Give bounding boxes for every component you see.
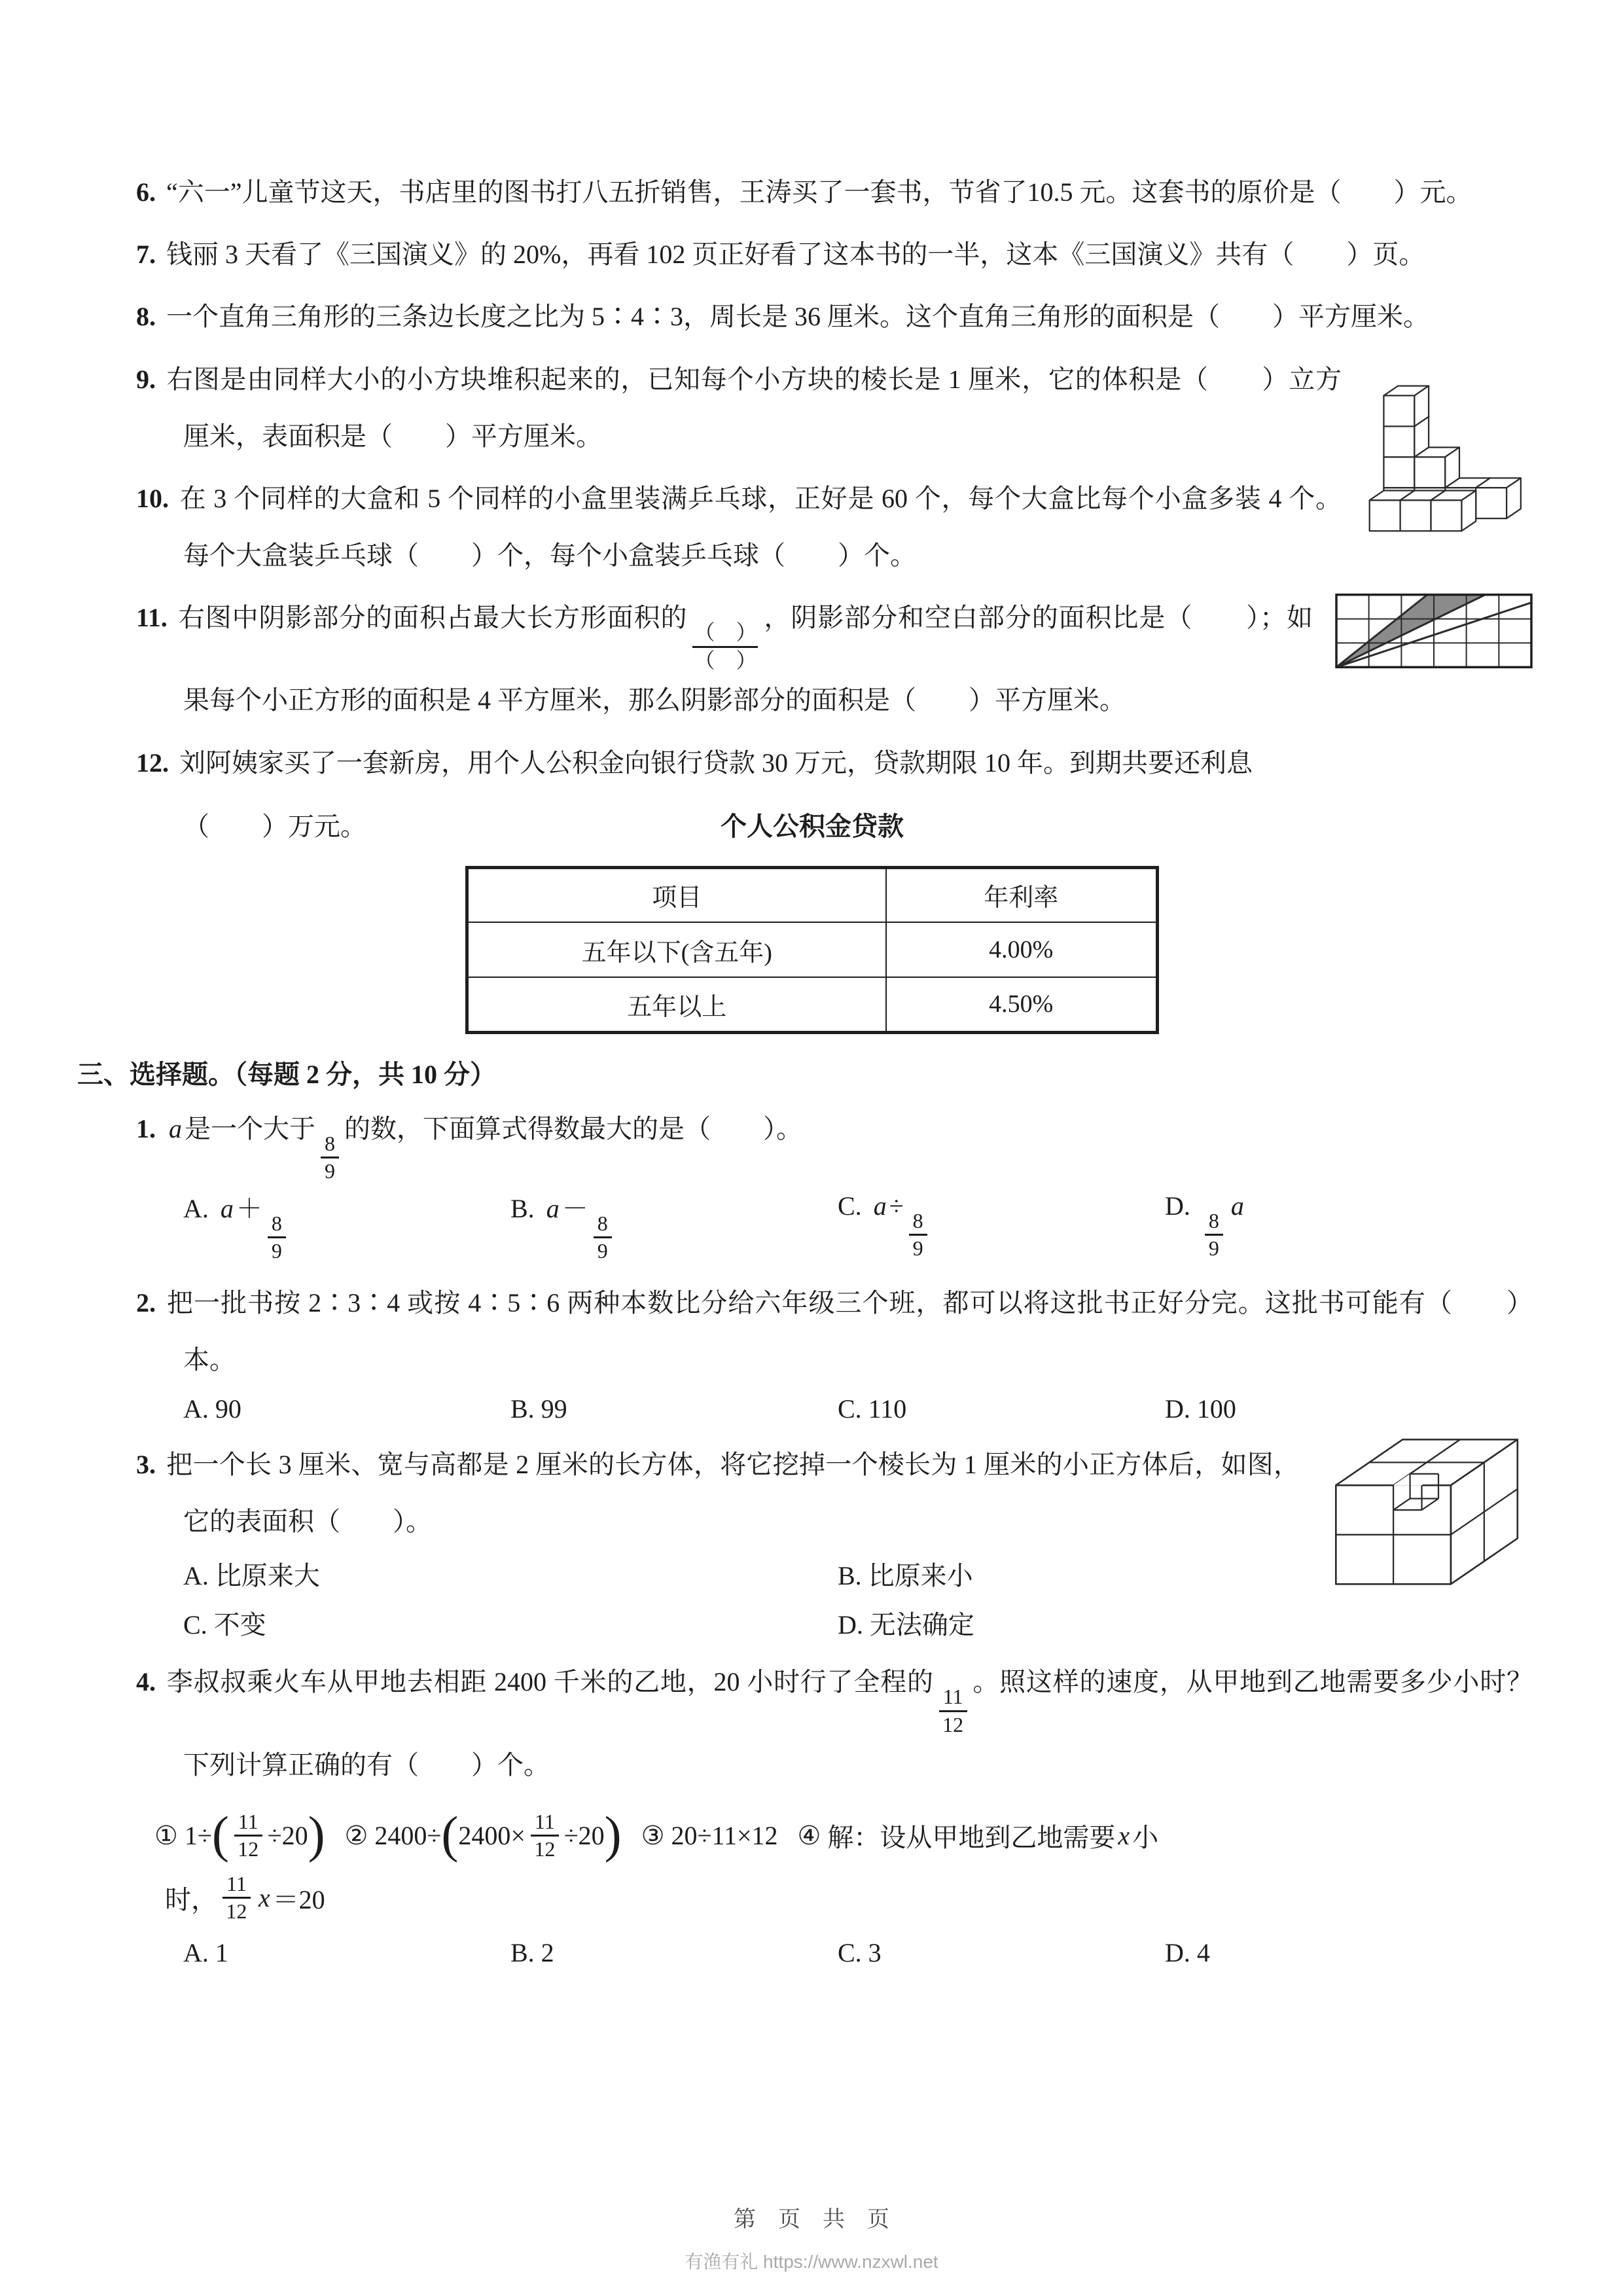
option-d: D. 无法确定 — [838, 1610, 974, 1640]
cube-stack-figure — [1364, 340, 1529, 537]
loan-table-title: 个人公积金贷款 — [721, 811, 904, 841]
question-text: 在 3 个同样的大盒和 5 个同样的小盒里装满乒乓球，正好是 60 个，每个大盒比每个小盒多装 4 个。每个大盒装乒乓球（ ）个，每个小盒装乒乓球（ ）个。 — [179, 483, 1342, 571]
choice-question-1 — [92, 1100, 1533, 1183]
option-a: A. a ＋ $\frac{8}{9}$ — [183, 1188, 510, 1263]
fill-question-8 — [92, 288, 1533, 345]
question-number: 8. — [136, 302, 156, 332]
right-paren: ) — [308, 1805, 325, 1863]
shaded-grid-figure — [1335, 593, 1533, 669]
question-number: 7. — [136, 240, 156, 270]
cube-stack-icon — [1364, 340, 1529, 537]
section-heading: 三、选择题。（每题 2 分，共 10 分） — [77, 1059, 496, 1089]
cell-rate: 4.50% — [886, 977, 1158, 1032]
page-number-footer: 第 页 共 页 — [734, 2208, 889, 2232]
fraction-denominator: （ ） — [694, 648, 757, 672]
question-text: 钱丽 3 天看了《三国演义》的 20%，再看 102 页正好看了这本书的一半，这本《三国演义》共有（ ）页。 — [166, 240, 1425, 270]
option-b: B. a － $\frac{8}{9}$ — [510, 1188, 838, 1263]
variable-x: x — [1118, 1821, 1130, 1851]
fill-question-6 — [92, 164, 1533, 221]
table-title-row — [92, 797, 1533, 857]
header-project: 项目 — [467, 867, 886, 922]
page-content — [77, 164, 1533, 1980]
q2-options — [183, 1393, 1533, 1424]
formula-4: ④ 解：设从甲地到乙地需要 x 小 — [797, 1821, 1159, 1853]
table-header-row — [467, 867, 1158, 922]
fraction: $\frac{11}{12}$ — [223, 1873, 251, 1923]
question-number: 12. — [136, 747, 169, 778]
fraction-numerator: 8 — [321, 1133, 339, 1159]
q1-options — [183, 1188, 1533, 1263]
question-number: 6. — [136, 177, 156, 207]
fill-question-9 — [92, 351, 1533, 465]
blank-fraction — [692, 622, 758, 672]
question-number: 4. — [136, 1667, 156, 1697]
q4-options — [183, 1937, 1533, 1968]
fraction: $\frac{11}{12}$ — [531, 1811, 559, 1861]
question-number: 2. — [136, 1287, 156, 1318]
left-paren: ( — [441, 1805, 459, 1863]
option-d: D. 4 — [1165, 1937, 1210, 1967]
notched-box-icon — [1329, 1433, 1526, 1588]
q3-options-row-2 — [183, 1604, 1533, 1641]
option-c: C. 110 — [838, 1394, 907, 1424]
loan-rate-table — [465, 866, 1159, 1034]
left-paren: ( — [211, 1805, 229, 1863]
option-a: A. 1 — [183, 1937, 228, 1967]
question-text: “六一”儿童节这天，书店里的图书打八五折销售，王涛买了一套书，节省了10.5 元。这套书的原价是（ ）元。 — [166, 177, 1472, 207]
cell-term: 五年以下(含五年) — [467, 922, 886, 977]
question-number: 9. — [136, 364, 156, 394]
fraction-numerator: （ ） — [692, 622, 758, 648]
fraction: $\frac{8}{9}$ — [1205, 1210, 1223, 1260]
option-b: B. 比原来小 — [838, 1561, 973, 1591]
notched-box-figure — [1329, 1433, 1526, 1588]
fraction: $\frac{8}{9}$ — [268, 1213, 286, 1263]
variable-x: x — [258, 1883, 270, 1913]
choice-question-2 — [92, 1274, 1533, 1388]
question-text: 右图是由同样大小的小方块堆积起来的，已知每个小方块的棱长是 1 厘米，它的体积是（ ）立方厘米，表面积是（ ）平方厘米。 — [166, 364, 1342, 451]
option-a: A. 比原来大 — [183, 1561, 320, 1591]
fraction — [321, 1133, 339, 1183]
formula-3: ③ 20÷11×12 — [641, 1821, 778, 1851]
question-text-after: ，阴影部分和空白部分的面积比是（ ）；如果每个小正方形的面积是 4 平方厘米，那么阴影部分的面积是（ ）平方厘米。 — [183, 603, 1313, 715]
question-text: 一个直角三角形的三条边长度之比为 5∶4∶3，周长是 36 厘米。这个直角三角形的面积是（ ）平方厘米。 — [166, 302, 1429, 332]
question-text-post: 的数，下面算式得数最大的是（ ）。 — [344, 1113, 802, 1143]
shaded-grid-icon — [1335, 593, 1533, 669]
option-b: B. 99 — [510, 1394, 567, 1424]
table-row — [467, 977, 1158, 1032]
cell-term: 五年以上 — [467, 977, 886, 1032]
question-text: 刘阿姨家买了一套新房，用个人公积金向银行贷款 30 万元，贷款期限 10 年。到期共要还利息 — [179, 747, 1253, 778]
fill-question-11 — [92, 589, 1533, 728]
question-number: 11. — [136, 603, 168, 633]
question-text: 把一个长 3 厘米、宽与高都是 2 厘米的长方体，将它挖掉一个棱长为 1 厘米的小正方体后，如图，它的表面积（ ）。 — [166, 1450, 1300, 1537]
q4-formula-row — [154, 1805, 1533, 1863]
fraction: $\frac{11}{12}$ — [939, 1686, 967, 1736]
blank-wan-yuan: （ ）万元。 — [183, 811, 366, 841]
option-a: A. 90 — [183, 1394, 241, 1424]
right-paren: ) — [604, 1805, 622, 1863]
variable-a: a — [169, 1113, 182, 1143]
option-b: B. 2 — [510, 1937, 554, 1967]
choice-question-4 — [92, 1653, 1533, 1793]
option-c: C. a ÷ $\frac{8}{9}$ — [838, 1191, 1165, 1260]
option-d: D. $\frac{8}{9}$ a — [1165, 1191, 1244, 1261]
option-d: D. 100 — [1165, 1394, 1236, 1424]
question-number: 1. — [136, 1113, 156, 1143]
question-text-post: 。照这样的速度，从甲地到乙地需要多少小时？下列计算正确的有（ ）个。 — [183, 1667, 1533, 1780]
table-row — [467, 922, 1158, 977]
q4-equation-line: 时， $\frac{11}{12}$ x ＝20 — [165, 1871, 325, 1924]
header-annual-rate: 年利率 — [886, 867, 1158, 922]
question-text-before: 右图中阴影部分的面积占最大长方形面积的 — [177, 603, 688, 633]
q3-options-row-1 — [183, 1555, 1300, 1592]
formula-2: ② 2400÷ ( 2400× $\frac{11}{12}$ ÷20 ) — [344, 1805, 622, 1863]
fraction: $\frac{11}{12}$ — [234, 1811, 262, 1861]
question-number: 10. — [136, 483, 169, 513]
question-text: 把一批书按 2∶3∶4 或按 4∶5∶6 两种本数比分给六年级三个班，都可以将这批书正好分完。这批书可能有（ ）本。 — [166, 1287, 1533, 1374]
option-c: C. 不变 — [183, 1610, 266, 1640]
question-number: 3. — [136, 1450, 156, 1480]
question-text-pre: 是一个大于 — [185, 1113, 315, 1143]
formula-1: ① 1÷ ( $\frac{11}{12}$ ÷20 ) — [154, 1805, 325, 1863]
option-c: C. 3 — [838, 1937, 882, 1967]
cell-rate: 4.00% — [886, 922, 1158, 977]
fraction: $\frac{8}{9}$ — [594, 1213, 612, 1263]
question-text-pre: 李叔叔乘火车从甲地去相距 2400 千米的乙地，20 小时行了全程的 — [166, 1667, 934, 1697]
fill-question-7 — [92, 226, 1533, 283]
fraction: $\frac{8}{9}$ — [909, 1210, 927, 1260]
fraction-denominator: 9 — [325, 1159, 335, 1183]
watermark-url: 有渔有礼 https://www.nzxwl.net — [685, 2251, 938, 2272]
fill-question-12 — [92, 734, 1533, 791]
fill-question-10 — [92, 470, 1533, 584]
choice-question-3 — [92, 1436, 1533, 1550]
